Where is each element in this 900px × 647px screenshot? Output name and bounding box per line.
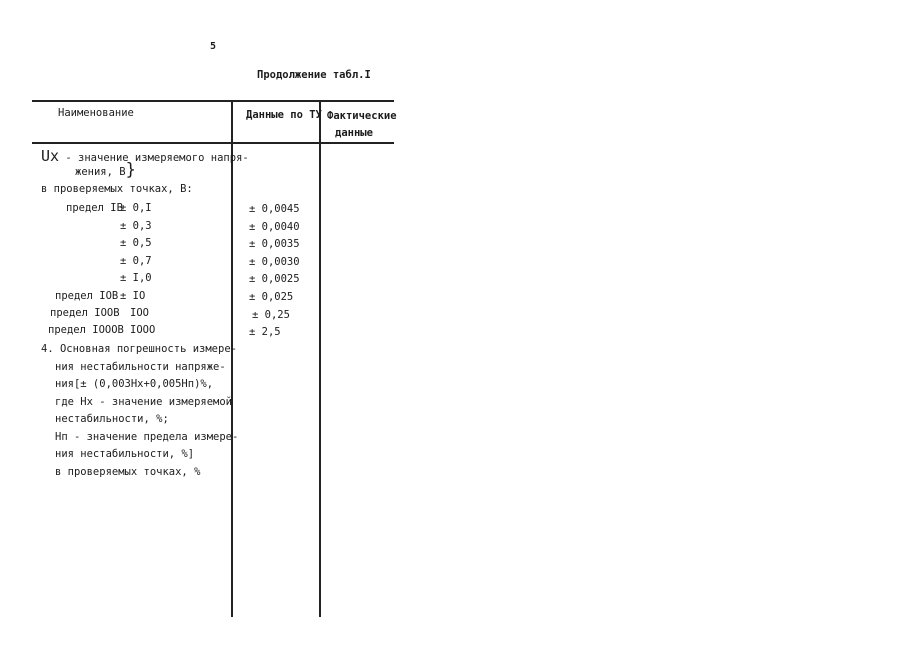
point-row-spec-3: ± 0,0035 — [249, 238, 300, 250]
item4-line-3 — [55, 378, 213, 390]
point-row-value-4: ± 0,7 — [120, 255, 152, 267]
item4-line-6: Нп - значение предела измере- — [55, 431, 239, 443]
item4-formula: [± (0,003Нх+0,005Нп)%, — [73, 378, 214, 390]
point-row-value-6: ± IO — [120, 290, 146, 302]
ux-line-2-text: жения, В — [75, 166, 126, 178]
point-row-value-1: ± 0,I — [120, 202, 152, 214]
point-row-spec-7: ± 0,25 — [252, 309, 290, 321]
point-row-spec-4: ± 0,0030 — [249, 256, 300, 268]
point-row-label-8: предел IOOOB — [48, 324, 124, 336]
point-row-spec-5: ± 0,0025 — [249, 273, 300, 285]
point-row-value-7: IOO — [130, 307, 149, 319]
header-actual-line2: данные — [335, 127, 373, 139]
page-number: 5 — [210, 41, 217, 52]
point-row-value-8: IOOO — [130, 324, 156, 336]
ux-line-3: в проверяемых точках, В: — [41, 183, 193, 195]
point-row-label-7: предел IOOB — [50, 307, 120, 319]
ux-line-2 — [75, 160, 136, 180]
point-row-label-1: предел IB — [66, 202, 123, 214]
table-continuation-caption: Продолжение табл.I — [257, 69, 371, 81]
item4-line-7: ния нестабильности, %] — [55, 448, 195, 460]
column-divider-2 — [319, 100, 321, 617]
point-row-spec-1: ± 0,0045 — [249, 203, 300, 215]
point-row-spec-6: ± 0,025 — [249, 291, 294, 303]
point-row-label-6: предел IOB — [55, 290, 119, 302]
ux-symbol: Ux — [41, 147, 60, 165]
point-row-value-2: ± 0,3 — [120, 220, 152, 232]
item4-line-2: ния нестабильности напряже- — [55, 361, 226, 373]
item4-line-3-prefix: ния — [55, 378, 74, 390]
header-spec: Данные по ТУ — [246, 109, 322, 121]
point-row-spec-8: ± 2,5 — [249, 326, 281, 338]
ux-line-1-text: - значение измеряемого напря- — [59, 152, 249, 164]
point-row-value-3: ± 0,5 — [120, 237, 152, 249]
ux-brace: } — [125, 160, 136, 180]
header-name: Наименование — [58, 107, 134, 119]
point-row-value-5: ± I,0 — [120, 272, 152, 284]
ux-line-1 — [41, 147, 249, 165]
item4-line-8: в проверяемых точках, % — [55, 466, 201, 478]
column-divider-1 — [231, 100, 233, 617]
point-row-spec-2: ± 0,0040 — [249, 221, 300, 233]
table-header-rule — [32, 142, 394, 144]
item4-line-1: 4. Основная погрешность измере- — [41, 343, 237, 355]
table-top-rule — [32, 100, 394, 102]
item4-line-5: нестабильности, %; — [55, 413, 169, 425]
header-actual-line1: Фактические — [327, 110, 397, 122]
item4-line-4: где Нх - значение измеряемой — [55, 396, 233, 408]
